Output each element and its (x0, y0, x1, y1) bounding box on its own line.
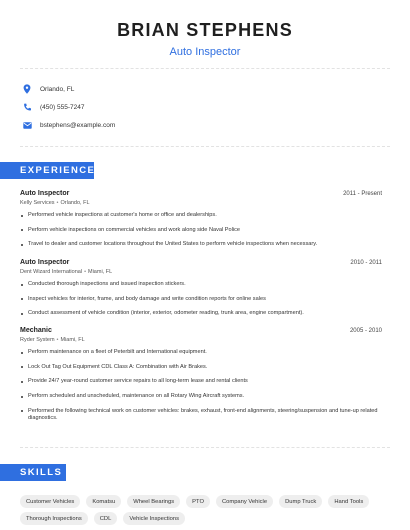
job-company: Ryder System (20, 337, 55, 343)
candidate-role: Auto Inspector (169, 46, 241, 58)
job-bullets (20, 212, 382, 249)
job-title: Auto Inspector (20, 190, 70, 197)
list-item: Provide 24/7 year-round customer service repairs to all long-term lease and rental clients (20, 378, 382, 385)
job-bullets (20, 349, 382, 422)
contact-email (22, 120, 115, 130)
experience-heading: EXPERIENCE (0, 162, 94, 179)
skill-chip: Company Vehicle (216, 495, 273, 508)
contact-location-text: Orlando, FL (40, 85, 75, 93)
skills-heading: SKILLS (0, 464, 66, 481)
skill-chip: Dump Truck (279, 495, 322, 508)
skills-list (20, 495, 390, 529)
list-item: Inspect vehicles for interior, frame, and body damage and write condition reports for online sales (20, 296, 382, 303)
list-item: Performed the following technical work on customer vehicles: brakes, exhaust, front-end alignments, steering/suspension and tune-up related diagnostics. (20, 408, 382, 422)
resume-header (0, 0, 410, 58)
contact-divider (20, 146, 390, 147)
location-pin-icon (22, 84, 32, 94)
email-icon (22, 120, 32, 130)
job-entry (20, 259, 382, 325)
job-company: Kelly Services (20, 200, 55, 206)
job-bullets (20, 281, 382, 318)
contact-email-text: bstephens@example.com (40, 121, 116, 129)
skill-chip: Thorough Inspections (20, 512, 88, 525)
contact-location (22, 84, 74, 94)
header-divider (20, 68, 390, 69)
list-item: Perform maintenance on a fleet of Peterbilt and International equipment. (20, 349, 382, 356)
skill-chip: CDL (94, 512, 118, 525)
contact-phone (22, 102, 84, 112)
job-dates: 2010 - 2011 (350, 260, 382, 266)
list-item: Perform vehicle inspections on commercial vehicles and work along side Naval Police (20, 227, 382, 234)
job-dates: 2011 - Present (343, 191, 382, 197)
contact-phone-text: (450) 555-7247 (40, 103, 85, 111)
job-location: Miami, FL (60, 337, 85, 343)
candidate-name: BRIAN STEPHENS (117, 20, 293, 40)
job-location: Miami, FL (88, 269, 113, 275)
list-item: Conduct assessment of vehicle condition (interior, exterior, odometer reading, trunk area, engine compartment). (20, 310, 382, 317)
job-location: Orlando, FL (60, 200, 90, 206)
job-company-line: Dent Wizard International • Miami, FL (20, 269, 113, 275)
skill-chip: Vehicle Inspections (123, 512, 185, 525)
list-item: Travel to dealer and customer locations throughout the United States to perform vehicle inspections when necessary. (20, 241, 382, 248)
list-item: Lock Out Tag Out Equipment CDL Class A: Combination with Air Brakes. (20, 364, 382, 371)
phone-icon (22, 102, 32, 112)
skill-chip: Komatsu (86, 495, 121, 508)
list-item: Conducted thorough inspections and issued inspection stickers. (20, 281, 382, 288)
job-company: Dent Wizard International (20, 269, 83, 275)
job-company-line: Kelly Services • Orlando, FL (20, 200, 90, 206)
skill-chip: Customer Vehicles (20, 495, 80, 508)
skill-chip: Hand Tools (328, 495, 369, 508)
list-item: Performed vehicle inspections at customer's home or office and dealerships. (20, 212, 382, 219)
job-title: Mechanic (20, 327, 52, 334)
list-item: Perform scheduled and unscheduled, maintenance on all Rotary Wing Aircraft systems. (20, 393, 382, 400)
skill-chip: Wheel Bearings (127, 495, 180, 508)
skill-chip: PTO (186, 495, 210, 508)
job-dates: 2005 - 2010 (349, 328, 382, 334)
experience-divider (20, 447, 390, 448)
job-entry (20, 190, 382, 256)
job-entry (20, 327, 382, 430)
job-title: Auto Inspector (20, 259, 70, 266)
job-company-line: Ryder System • Miami, FL (20, 337, 85, 343)
